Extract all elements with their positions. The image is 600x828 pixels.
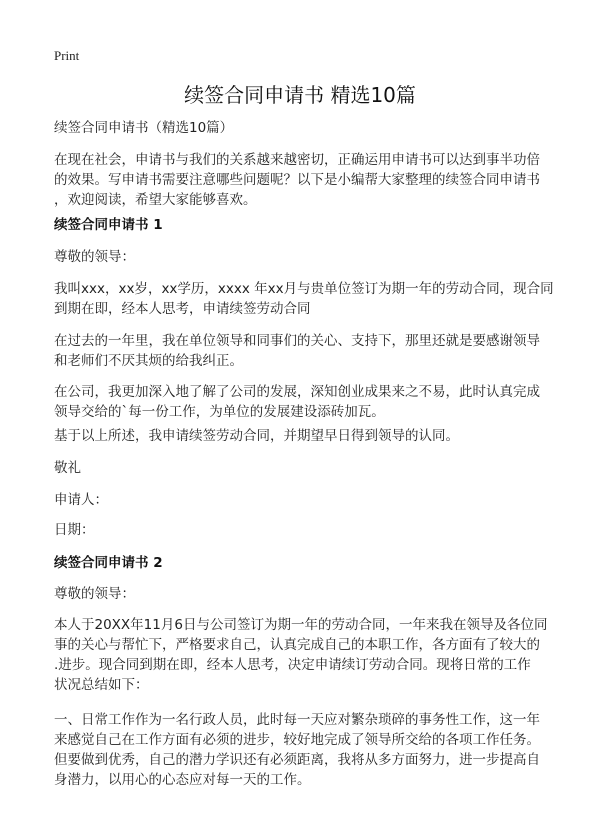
text-line: 在公司，我更加深入地了解了公司的发展，深知创业成果来之不易，此时认真完成 xyxy=(54,384,540,400)
paragraph xyxy=(54,279,574,319)
paragraph: 基于以上所述，我申请续签劳动合同，并期望早日得到领导的认同。 xyxy=(54,428,459,444)
intro-paragraph xyxy=(54,150,574,210)
text-line: 在现在社会，申请书与我们的关系越来越密切，正确运用申请书可以达到事半功倍 xyxy=(54,152,540,168)
text-line: 事的关心与帮忙下，严格要求自己，认真完成自己的本职工作，各方面有了较大的 xyxy=(54,637,540,653)
greeting: 尊敬的领导： xyxy=(54,249,135,265)
text-line: 一、日常工作作为一名行政人员，此时每一天应对繁杂琐碎的事务性工作，这一年 xyxy=(54,712,540,728)
text-line: 但要做到优秀，自己的潜力学识还有必须距离，我将从多方面努力，进一步提高自 xyxy=(54,752,540,768)
paragraph xyxy=(54,710,574,790)
paragraph xyxy=(54,615,574,695)
text-line: ，欢迎阅读，希望大家能够喜欢。 xyxy=(54,192,257,208)
closing: 敬礼 xyxy=(54,460,81,476)
text-line: 状况总结如下： xyxy=(54,677,149,693)
subtitle: 续签合同申请书（精选10篇） xyxy=(54,120,234,136)
text-line: 我叫xxx，xx岁，xx学历，xxxx 年xx月与贵单位签订为期一年的劳动合同，现合同 xyxy=(54,281,554,297)
page-title: 续签合同申请书 精选10篇 xyxy=(184,83,416,107)
print-link[interactable]: Print xyxy=(54,48,80,63)
text-line: 在过去的一年里，我在单位领导和同事们的关心、支持下，那里还就是要感谢领导 xyxy=(54,333,540,349)
applicant-label: 申请人： xyxy=(54,492,108,508)
text-line: 领导交给的`每一份工作，为单位的发展建设添砖加瓦。 xyxy=(54,404,385,420)
section-heading-2: 续签合同申请书 2 xyxy=(54,555,163,571)
text-line: 本人于20XX年11月6日与公司签订为期一年的劳动合同，一年来我在领导及各位同 xyxy=(54,617,548,633)
paragraph xyxy=(54,382,574,422)
date-label: 日期： xyxy=(54,522,95,538)
text-line: 来感觉自己在工作方面有必须的进步，较好地完成了领导所交给的各项工作任务。 xyxy=(54,732,540,748)
text-line: 身潜力，以用心的心态应对每一天的工作。 xyxy=(54,772,311,788)
greeting: 尊敬的领导： xyxy=(54,586,135,602)
text-line: .进步。现合同到期在即，经本人思考，决定申请续订劳动合同。现将日常的工作 xyxy=(54,657,531,673)
text-line: 和老师们不厌其烦的给我纠正。 xyxy=(54,353,243,369)
section-heading-1: 续签合同申请书 1 xyxy=(54,217,163,233)
paragraph xyxy=(54,331,574,371)
text-line: 的效果。写申请书需要注意哪些问题呢？以下是小编帮大家整理的续签合同申请书 xyxy=(54,172,540,188)
text-line: 到期在即，经本人思考，申请续签劳动合同 xyxy=(54,301,311,317)
